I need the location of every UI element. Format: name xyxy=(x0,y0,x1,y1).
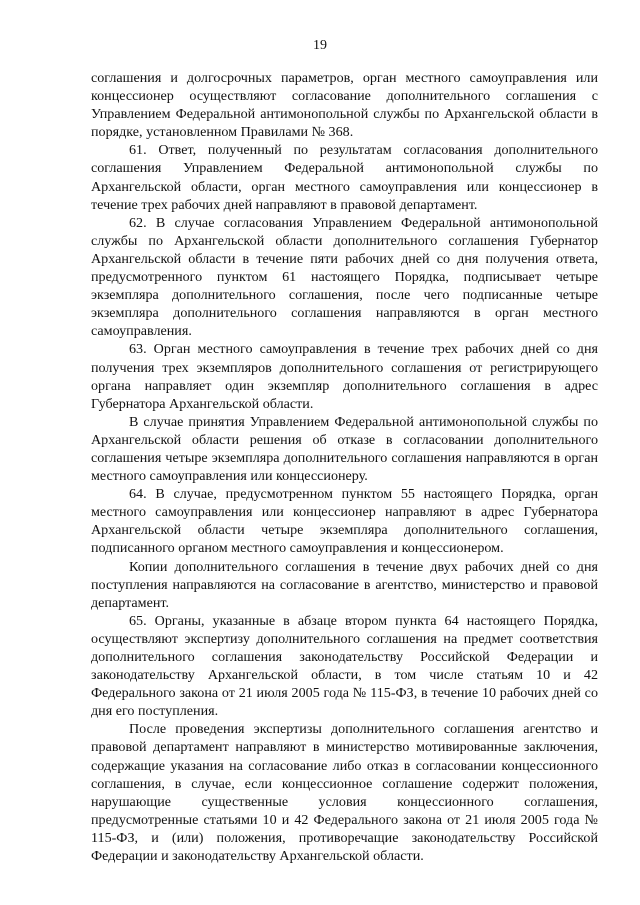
document-body xyxy=(91,69,598,865)
paragraph-item-61: 61. Ответ, полученный по результатам согласования дополнительного соглашения Управлением Федеральной антимонопольной службы по Архангельской области, орган местного самоуправления или концессионер в течение трех рабочих дней направляют в правовой департамент. xyxy=(91,142,598,213)
paragraph-continuation: соглашения и долгосрочных параметров, орган местного самоуправления или концессионер осуществляют согласование дополнительного соглашения с Управлением Федеральной антимонопольной службы по Архангельской области в порядке, установленном Правилами № 368. xyxy=(91,70,598,141)
paragraph-item-65: 65. Органы, указанные в абзаце втором пункта 64 настоящего Порядка, осуществляют экспертизу дополнительного соглашения на предмет соответствия дополнительного соглашения законодательству Российской Федерации и законодательству Архангельской области, в том числе статьям 10 и 42 Федерального закона от 21 июля 2005 года № 115-ФЗ, в течение 10 рабочих дней со дня его поступления. xyxy=(91,612,598,720)
paragraph-item-64: 64. В случае, предусмотренном пунктом 55 настоящего Порядка, орган местного самоуправления или концессионер направляют в адрес Губернатора Архангельской области четыре экземпляра дополнительного соглашения, подписанного органом местного самоуправления и концессионером. xyxy=(91,486,598,557)
paragraph-item-63-refusal: В случае принятия Управлением Федеральной антимонопольной службы по Архангельской области решения об отказе в согласовании дополнительного соглашения четыре экземпляра дополнительного соглашения направляются в орган местного самоуправления или концессионеру. xyxy=(91,413,598,485)
paragraph-item-65-expertise: После проведения экспертизы дополнительного соглашения агентство и правовой департамент направляют в министерство мотивированные заключения, содержащие указания на согласование либо отказ в согласовании концессионного соглашения, в случае, если концессионное соглашение содержит положения, нарушающие существенные условия концессионного соглашения, предусмотренные статьями 10 и 42 Федерального закона от 21 июля 2005 года № 115-ФЗ, и (или) положения, противоречащие законодательству Российской Федерации и законодательству Архангельской области. xyxy=(91,721,598,865)
page-number: 19 xyxy=(313,38,327,53)
paragraph-item-63: 63. Орган местного самоуправления в течение трех рабочих дней со дня получения трех экземпляров дополнительного соглашения от регистрирующего органа направляет один экземпляр дополнительного соглашения в адрес Губернатора Архангельской области. xyxy=(91,341,598,412)
paragraph-item-62: 62. В случае согласования Управлением Федеральной антимонопольной службы по Архангельской области дополнительного соглашения Губернатор Архангельской области в течение пяти рабочих дней со дня получения ответа, предусмотренного пунктом 61 настоящего Порядка, подписывает четыре экземпляра дополнительного соглашения, после чего подписанные четыре экземпляра дополнительного соглашения направляются в орган местного самоуправления. xyxy=(91,214,598,340)
paragraph-item-64-copies: Копии дополнительного соглашения в течение двух рабочих дней со дня поступления направляются на согласование в агентство, министерство и правовой департамент. xyxy=(91,558,598,611)
